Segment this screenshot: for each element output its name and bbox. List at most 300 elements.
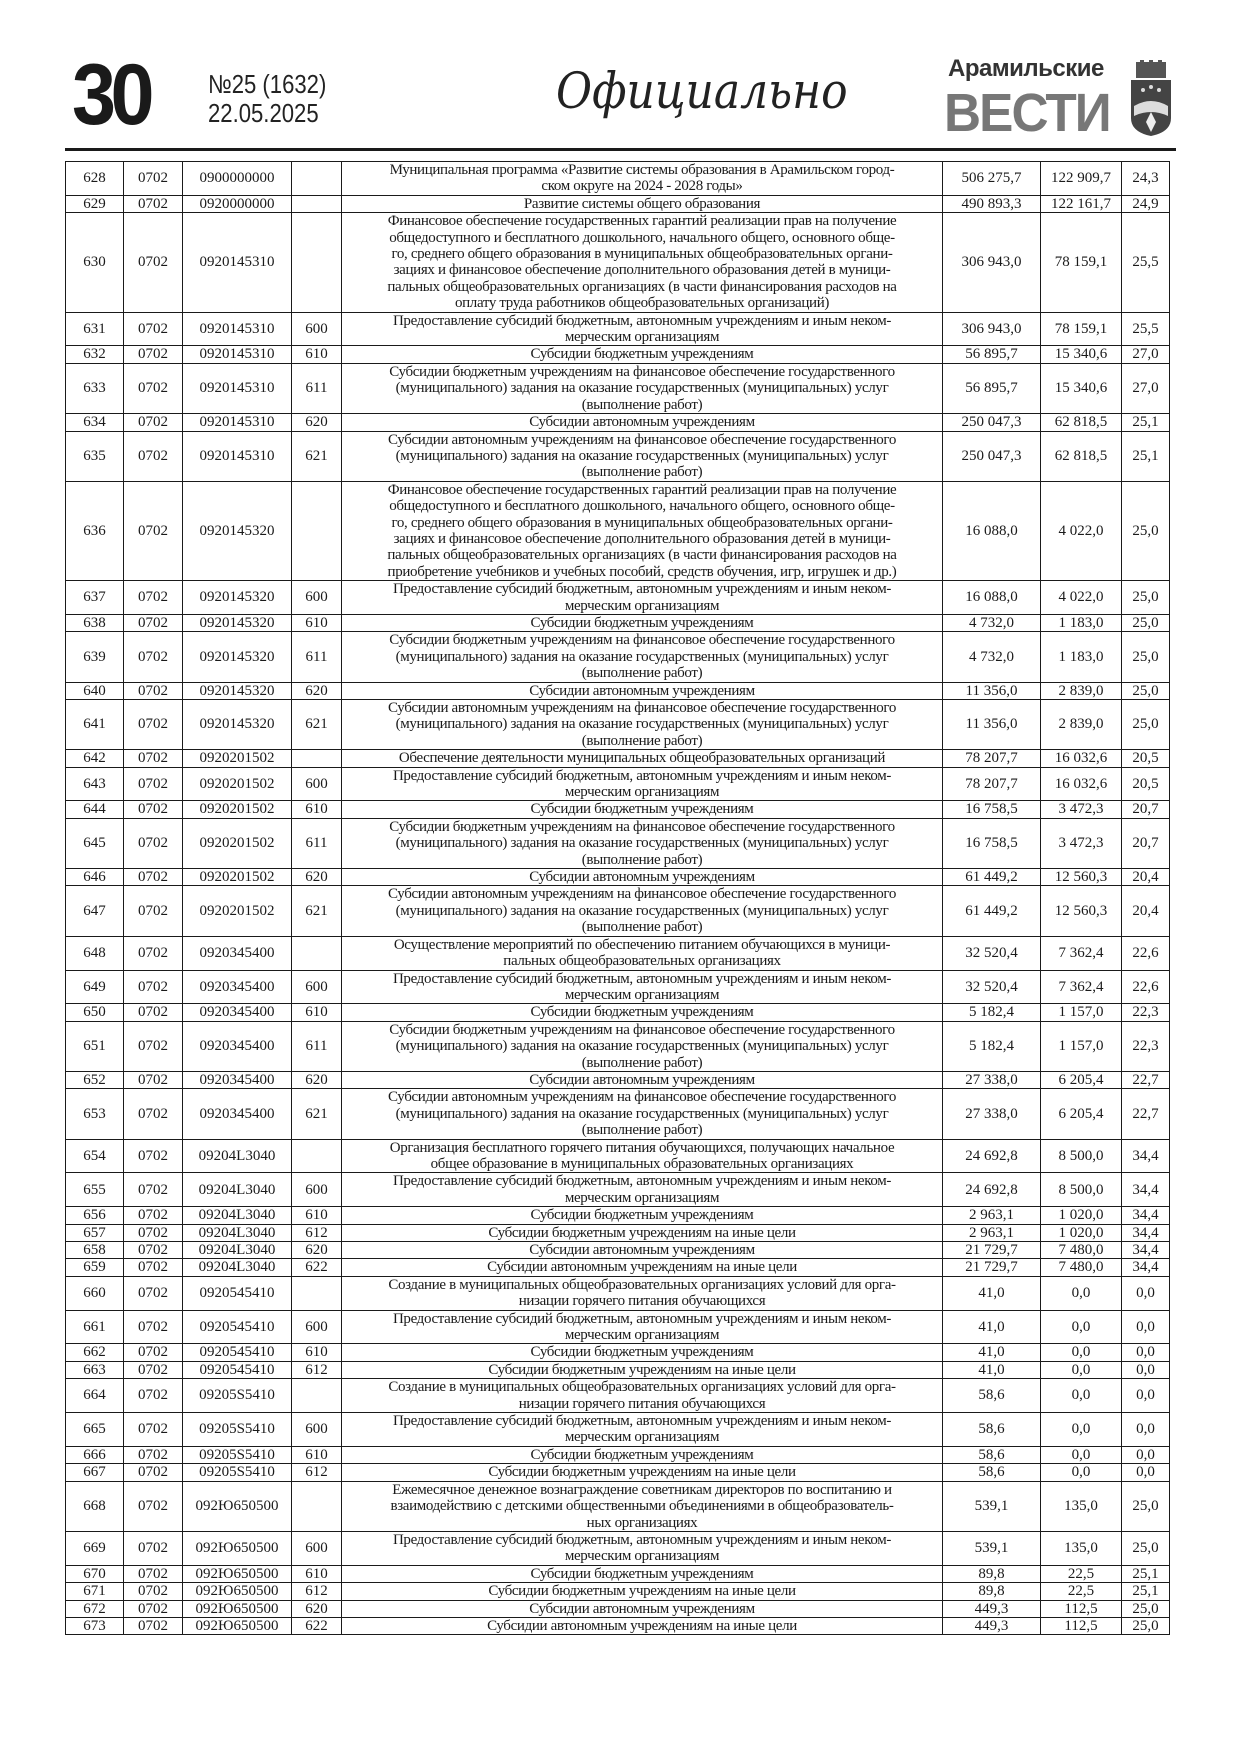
row-number: 629: [66, 195, 124, 212]
description: Субсидии автономным учреждениям на финансовое обеспечение государственного (муниципального) задания на оказание государственных (муниципальных) услуг (выполнение работ): [342, 886, 943, 936]
section-code: 0702: [124, 1139, 183, 1173]
expense-type: 620: [292, 1071, 342, 1088]
row-number: 665: [66, 1413, 124, 1447]
expense-type: [292, 1276, 342, 1310]
description: Обеспечение деятельности муниципальных общеобразовательных организаций: [342, 750, 943, 767]
section-code: 0702: [124, 1259, 183, 1276]
target-article: 0920145320: [183, 700, 292, 750]
row-number: 638: [66, 614, 124, 631]
table-row: [66, 1531, 1170, 1565]
target-article: 092Ю650500: [183, 1531, 292, 1565]
section-code: 0702: [124, 886, 183, 936]
execution-percent: 20,5: [1122, 750, 1170, 767]
execution-percent: 25,0: [1122, 700, 1170, 750]
execution-percent: 22,6: [1122, 936, 1170, 970]
plan-amount: 61 449,2: [943, 886, 1041, 936]
plan-amount: 41,0: [943, 1276, 1041, 1310]
row-number: 672: [66, 1600, 124, 1617]
description: Субсидии бюджетным учреждениям: [342, 1004, 943, 1021]
row-number: 651: [66, 1021, 124, 1071]
table-row: [66, 1139, 1170, 1173]
section-code: 0702: [124, 1276, 183, 1310]
execution-percent: 25,0: [1122, 1531, 1170, 1565]
target-article: 0920345400: [183, 1021, 292, 1071]
expense-type: 610: [292, 1446, 342, 1463]
execution-percent: 0,0: [1122, 1344, 1170, 1361]
expense-type: 610: [292, 614, 342, 631]
execution-percent: 24,9: [1122, 195, 1170, 212]
target-article: 0920545410: [183, 1344, 292, 1361]
target-article: 0920145320: [183, 632, 292, 682]
executed-amount: 1 157,0: [1041, 1021, 1122, 1071]
executed-amount: 15 340,6: [1041, 346, 1122, 363]
execution-percent: 25,0: [1122, 1481, 1170, 1531]
expense-type: 600: [292, 970, 342, 1004]
row-number: 640: [66, 682, 124, 699]
target-article: 09204L3040: [183, 1207, 292, 1224]
execution-percent: 25,0: [1122, 614, 1170, 631]
table-row: [66, 632, 1170, 682]
row-number: 671: [66, 1583, 124, 1600]
section-code: 0702: [124, 1344, 183, 1361]
row-number: 631: [66, 312, 124, 346]
description: Субсидии автономным учреждениям: [342, 869, 943, 886]
plan-amount: 5 182,4: [943, 1004, 1041, 1021]
expense-type: 610: [292, 801, 342, 818]
expense-type: [292, 481, 342, 580]
logo-subtitle: Арамильские: [948, 55, 1104, 82]
row-number: 632: [66, 346, 124, 363]
description: Создание в муниципальных общеобразовательных организациях условий для орга- низации горячего питания обучающихся: [342, 1379, 943, 1413]
row-number: 647: [66, 886, 124, 936]
executed-amount: 1 183,0: [1041, 614, 1122, 631]
execution-percent: 0,0: [1122, 1379, 1170, 1413]
row-number: 633: [66, 363, 124, 413]
section-code: 0702: [124, 614, 183, 631]
table-row: [66, 750, 1170, 767]
plan-amount: 78 207,7: [943, 750, 1041, 767]
table-row: [66, 1004, 1170, 1021]
table-row: [66, 363, 1170, 413]
section-code: 0702: [124, 414, 183, 431]
row-number: 648: [66, 936, 124, 970]
plan-amount: 32 520,4: [943, 936, 1041, 970]
table-row: [66, 970, 1170, 1004]
executed-amount: 135,0: [1041, 1481, 1122, 1531]
execution-percent: 0,0: [1122, 1413, 1170, 1447]
section-code: 0702: [124, 1531, 183, 1565]
plan-amount: 250 047,3: [943, 431, 1041, 481]
row-number: 658: [66, 1242, 124, 1259]
row-number: 657: [66, 1224, 124, 1241]
description: Субсидии бюджетным учреждениям на финансовое обеспечение государственного (муниципального) задания на оказание государственных (муниципальных) услуг (выполнение работ): [342, 1021, 943, 1071]
execution-percent: 34,4: [1122, 1139, 1170, 1173]
execution-percent: 25,1: [1122, 1583, 1170, 1600]
plan-amount: 16 088,0: [943, 481, 1041, 580]
expense-type: 600: [292, 1310, 342, 1344]
section-code: 0702: [124, 1617, 183, 1634]
table-row: [66, 1583, 1170, 1600]
table-row: [66, 312, 1170, 346]
description: Субсидии бюджетным учреждениям на иные цели: [342, 1224, 943, 1241]
row-number: 652: [66, 1071, 124, 1088]
expense-type: [292, 1379, 342, 1413]
execution-percent: 22,3: [1122, 1021, 1170, 1071]
description: Субсидии бюджетным учреждениям: [342, 1207, 943, 1224]
executed-amount: 0,0: [1041, 1464, 1122, 1481]
executed-amount: 15 340,6: [1041, 363, 1122, 413]
target-article: 0920345400: [183, 970, 292, 1004]
expense-type: 600: [292, 581, 342, 615]
target-article: 0920345400: [183, 1071, 292, 1088]
description: Субсидии автономным учреждениям: [342, 1600, 943, 1617]
plan-amount: 56 895,7: [943, 346, 1041, 363]
section-code: 0702: [124, 1446, 183, 1463]
plan-amount: 16 758,5: [943, 801, 1041, 818]
target-article: 09205S5410: [183, 1379, 292, 1413]
description: Организация бесплатного горячего питания обучающихся, получающих начальное общее образование в муниципальных образовательных организациях: [342, 1139, 943, 1173]
description: Субсидии автономным учреждениям: [342, 682, 943, 699]
target-article: 0920345400: [183, 936, 292, 970]
expense-type: [292, 195, 342, 212]
plan-amount: 89,8: [943, 1583, 1041, 1600]
plan-amount: 41,0: [943, 1344, 1041, 1361]
table-row: [66, 1071, 1170, 1088]
table-row: [66, 1276, 1170, 1310]
section-code: 0702: [124, 1583, 183, 1600]
row-number: 630: [66, 213, 124, 312]
execution-percent: 25,0: [1122, 481, 1170, 580]
section-code: 0702: [124, 581, 183, 615]
plan-amount: 58,6: [943, 1464, 1041, 1481]
table-row: [66, 414, 1170, 431]
row-number: 653: [66, 1089, 124, 1139]
row-number: 664: [66, 1379, 124, 1413]
executed-amount: 4 022,0: [1041, 581, 1122, 615]
description: Субсидии бюджетным учреждениям: [342, 1565, 943, 1582]
executed-amount: 0,0: [1041, 1310, 1122, 1344]
table-row: [66, 682, 1170, 699]
plan-amount: 32 520,4: [943, 970, 1041, 1004]
target-article: 0920201502: [183, 750, 292, 767]
expense-type: 600: [292, 1413, 342, 1447]
expense-type: 620: [292, 869, 342, 886]
section-code: 0702: [124, 936, 183, 970]
expense-type: 610: [292, 1004, 342, 1021]
description: Предоставление субсидий бюджетным, автономным учреждениям и иным неком- мерческим организациям: [342, 767, 943, 801]
executed-amount: 8 500,0: [1041, 1173, 1122, 1207]
row-number: 655: [66, 1173, 124, 1207]
table-row: [66, 700, 1170, 750]
target-article: 0920201502: [183, 869, 292, 886]
execution-percent: 20,4: [1122, 869, 1170, 886]
section-code: 0702: [124, 869, 183, 886]
expense-type: [292, 750, 342, 767]
target-article: 0920345400: [183, 1004, 292, 1021]
expense-type: 620: [292, 1600, 342, 1617]
executed-amount: 135,0: [1041, 1531, 1122, 1565]
description: Субсидии бюджетным учреждениям: [342, 614, 943, 631]
expense-type: 611: [292, 632, 342, 682]
section-code: 0702: [124, 801, 183, 818]
section-code: 0702: [124, 1004, 183, 1021]
description: Субсидии бюджетным учреждениям на финансовое обеспечение государственного (муниципального) задания на оказание государственных (муниципальных) услуг (выполнение работ): [342, 632, 943, 682]
table-row: [66, 1224, 1170, 1241]
budget-table: [65, 161, 1170, 1635]
row-number: 643: [66, 767, 124, 801]
target-article: 09204L3040: [183, 1173, 292, 1207]
executed-amount: 122 161,7: [1041, 195, 1122, 212]
description: Муниципальная программа «Развитие системы образования в Арамильском город- ском округе на 2024 - 2028 годы»: [342, 162, 943, 196]
section-code: 0702: [124, 1173, 183, 1207]
execution-percent: 34,4: [1122, 1173, 1170, 1207]
expense-type: 621: [292, 1089, 342, 1139]
table-row: [66, 1617, 1170, 1634]
row-number: 635: [66, 431, 124, 481]
executed-amount: 2 839,0: [1041, 700, 1122, 750]
description: Предоставление субсидий бюджетным, автономным учреждениям и иным неком- мерческим организациям: [342, 1413, 943, 1447]
table-row: [66, 1600, 1170, 1617]
row-number: 650: [66, 1004, 124, 1021]
plan-amount: 449,3: [943, 1600, 1041, 1617]
target-article: 0920545410: [183, 1276, 292, 1310]
expense-type: 620: [292, 1242, 342, 1259]
table-row: [66, 581, 1170, 615]
expense-type: 622: [292, 1259, 342, 1276]
table-row: [66, 1565, 1170, 1582]
plan-amount: 2 963,1: [943, 1207, 1041, 1224]
description: Предоставление субсидий бюджетным, автономным учреждениям и иным неком- мерческим организациям: [342, 581, 943, 615]
row-number: 634: [66, 414, 124, 431]
plan-amount: 56 895,7: [943, 363, 1041, 413]
executed-amount: 0,0: [1041, 1446, 1122, 1463]
description: Предоставление субсидий бюджетным, автономным учреждениям и иным неком- мерческим организациям: [342, 1310, 943, 1344]
description: Субсидии автономным учреждениям: [342, 414, 943, 431]
description: Субсидии автономным учреждениям на финансовое обеспечение государственного (муниципального) задания на оказание государственных (муниципальных) услуг (выполнение работ): [342, 700, 943, 750]
executed-amount: 12 560,3: [1041, 869, 1122, 886]
row-number: 649: [66, 970, 124, 1004]
target-article: 092Ю650500: [183, 1617, 292, 1634]
table-row: [66, 213, 1170, 312]
target-article: 09205S5410: [183, 1413, 292, 1447]
executed-amount: 3 472,3: [1041, 818, 1122, 868]
expense-type: 610: [292, 1207, 342, 1224]
description: Субсидии бюджетным учреждениям: [342, 801, 943, 818]
section-code: 0702: [124, 1413, 183, 1447]
description: Финансовое обеспечение государственных гарантий реализации прав на получение общедоступного и бесплатного дошкольного, начального общего, основного обще- го, среднего общего образования в муниципальных общеобразовательных органи- зациях и финансовое обеспечение дополнительного образования детей в муници- пальных общеобразовательных организациях (в части финансирования расходов на приобретение учебников и учебных пособий, средств обучения, игр, игрушек и др.): [342, 481, 943, 580]
description: Предоставление субсидий бюджетным, автономным учреждениям и иным неком- мерческим организациям: [342, 1173, 943, 1207]
execution-percent: 25,1: [1122, 414, 1170, 431]
expense-type: 600: [292, 1531, 342, 1565]
expense-type: 611: [292, 818, 342, 868]
table-row: [66, 801, 1170, 818]
target-article: 0920145310: [183, 213, 292, 312]
target-article: 09204L3040: [183, 1242, 292, 1259]
section-code: 0702: [124, 1089, 183, 1139]
executed-amount: 62 818,5: [1041, 414, 1122, 431]
target-article: 0920345400: [183, 1089, 292, 1139]
section-code: 0702: [124, 1379, 183, 1413]
plan-amount: 58,6: [943, 1379, 1041, 1413]
target-article: 0920145320: [183, 481, 292, 580]
executed-amount: 2 839,0: [1041, 682, 1122, 699]
target-article: 0920201502: [183, 818, 292, 868]
plan-amount: 306 943,0: [943, 312, 1041, 346]
section-code: 0702: [124, 1224, 183, 1241]
plan-amount: 539,1: [943, 1531, 1041, 1565]
execution-percent: 25,5: [1122, 213, 1170, 312]
executed-amount: 62 818,5: [1041, 431, 1122, 481]
section-code: 0702: [124, 346, 183, 363]
plan-amount: 306 943,0: [943, 213, 1041, 312]
description: Субсидии автономным учреждениям на финансовое обеспечение государственного (муниципального) задания на оказание государственных (муниципальных) услуг (выполнение работ): [342, 431, 943, 481]
target-article: 0920000000: [183, 195, 292, 212]
section-code: 0702: [124, 700, 183, 750]
expense-type: 621: [292, 886, 342, 936]
plan-amount: 27 338,0: [943, 1071, 1041, 1088]
executed-amount: 0,0: [1041, 1361, 1122, 1378]
header-rule: [65, 148, 1176, 151]
execution-percent: 20,7: [1122, 801, 1170, 818]
target-article: 092Ю650500: [183, 1583, 292, 1600]
plan-amount: 21 729,7: [943, 1259, 1041, 1276]
execution-percent: 25,1: [1122, 431, 1170, 481]
expense-type: 612: [292, 1361, 342, 1378]
plan-amount: 506 275,7: [943, 162, 1041, 196]
plan-amount: 24 692,8: [943, 1139, 1041, 1173]
table-row: [66, 1259, 1170, 1276]
target-article: 0920145320: [183, 682, 292, 699]
executed-amount: 122 909,7: [1041, 162, 1122, 196]
executed-amount: 1 020,0: [1041, 1224, 1122, 1241]
executed-amount: 6 205,4: [1041, 1089, 1122, 1139]
section-code: 0702: [124, 1242, 183, 1259]
table-row: [66, 1207, 1170, 1224]
expense-type: 610: [292, 1344, 342, 1361]
executed-amount: 0,0: [1041, 1379, 1122, 1413]
expense-type: 600: [292, 767, 342, 801]
plan-amount: 58,6: [943, 1413, 1041, 1447]
row-number: 663: [66, 1361, 124, 1378]
row-number: 659: [66, 1259, 124, 1276]
table-row: [66, 886, 1170, 936]
description: Субсидии бюджетным учреждениям: [342, 1344, 943, 1361]
executed-amount: 112,5: [1041, 1600, 1122, 1617]
target-article: 09204L3040: [183, 1139, 292, 1173]
description: Предоставление субсидий бюджетным, автономным учреждениям и иным неком- мерческим организациям: [342, 1531, 943, 1565]
row-number: 667: [66, 1464, 124, 1481]
execution-percent: 25,5: [1122, 312, 1170, 346]
executed-amount: 78 159,1: [1041, 213, 1122, 312]
section-code: 0702: [124, 682, 183, 699]
execution-percent: 20,4: [1122, 886, 1170, 936]
description: Субсидии бюджетным учреждениям: [342, 346, 943, 363]
logo-title: ВЕСТИ: [944, 83, 1110, 143]
row-number: 654: [66, 1139, 124, 1173]
executed-amount: 16 032,6: [1041, 767, 1122, 801]
expense-type: 612: [292, 1583, 342, 1600]
issue-number: №25 (1632): [208, 69, 327, 99]
plan-amount: 16 088,0: [943, 581, 1041, 615]
expense-type: 600: [292, 312, 342, 346]
table-row: [66, 431, 1170, 481]
executed-amount: 8 500,0: [1041, 1139, 1122, 1173]
execution-percent: 25,0: [1122, 682, 1170, 699]
section-code: 0702: [124, 1464, 183, 1481]
table-row: [66, 1361, 1170, 1378]
target-article: 0920545410: [183, 1310, 292, 1344]
executed-amount: 16 032,6: [1041, 750, 1122, 767]
execution-percent: 24,3: [1122, 162, 1170, 196]
description: Субсидии бюджетным учреждениям на иные цели: [342, 1361, 943, 1378]
coat-of-arms-icon: [1128, 60, 1174, 136]
plan-amount: 490 893,3: [943, 195, 1041, 212]
execution-percent: 34,4: [1122, 1207, 1170, 1224]
description: Осуществление мероприятий по обеспечению питанием обучающихся в муници- пальных общеобразовательных организациях: [342, 936, 943, 970]
target-article: 092Ю650500: [183, 1565, 292, 1582]
executed-amount: 0,0: [1041, 1344, 1122, 1361]
execution-percent: 22,3: [1122, 1004, 1170, 1021]
target-article: 09205S5410: [183, 1446, 292, 1463]
execution-percent: 34,4: [1122, 1224, 1170, 1241]
table-row: [66, 936, 1170, 970]
target-article: 0920201502: [183, 801, 292, 818]
executed-amount: 12 560,3: [1041, 886, 1122, 936]
table-row: [66, 1344, 1170, 1361]
target-article: 09205S5410: [183, 1464, 292, 1481]
description: Субсидии автономным учреждениям на финансовое обеспечение государственного (муниципального) задания на оказание государственных (муниципальных) услуг (выполнение работ): [342, 1089, 943, 1139]
row-number: 660: [66, 1276, 124, 1310]
description: Создание в муниципальных общеобразовательных организациях условий для орга- низации горячего питания обучающихся: [342, 1276, 943, 1310]
table-row: [66, 1379, 1170, 1413]
execution-percent: 22,6: [1122, 970, 1170, 1004]
plan-amount: 539,1: [943, 1481, 1041, 1531]
executed-amount: 7 362,4: [1041, 970, 1122, 1004]
executed-amount: 78 159,1: [1041, 312, 1122, 346]
target-article: 09204L3040: [183, 1224, 292, 1241]
table-row: [66, 1089, 1170, 1139]
plan-amount: 41,0: [943, 1361, 1041, 1378]
plan-amount: 61 449,2: [943, 869, 1041, 886]
table-row: [66, 481, 1170, 580]
table-row: [66, 162, 1170, 196]
plan-amount: 21 729,7: [943, 1242, 1041, 1259]
plan-amount: 24 692,8: [943, 1173, 1041, 1207]
expense-type: 622: [292, 1617, 342, 1634]
plan-amount: 89,8: [943, 1565, 1041, 1582]
executed-amount: 1 183,0: [1041, 632, 1122, 682]
row-number: 641: [66, 700, 124, 750]
section-code: 0702: [124, 195, 183, 212]
expense-type: 620: [292, 682, 342, 699]
description: Субсидии бюджетным учреждениям: [342, 1446, 943, 1463]
row-number: 639: [66, 632, 124, 682]
description: Субсидии автономным учреждениям на иные цели: [342, 1617, 943, 1634]
executed-amount: 7 362,4: [1041, 936, 1122, 970]
table-row: [66, 1173, 1170, 1207]
row-number: 666: [66, 1446, 124, 1463]
row-number: 661: [66, 1310, 124, 1344]
expense-type: 610: [292, 1565, 342, 1582]
row-number: 646: [66, 869, 124, 886]
execution-percent: 25,0: [1122, 632, 1170, 682]
row-number: 662: [66, 1344, 124, 1361]
row-number: 645: [66, 818, 124, 868]
section-code: 0702: [124, 1565, 183, 1582]
row-number: 673: [66, 1617, 124, 1634]
section-code: 0702: [124, 363, 183, 413]
target-article: 0920145310: [183, 363, 292, 413]
